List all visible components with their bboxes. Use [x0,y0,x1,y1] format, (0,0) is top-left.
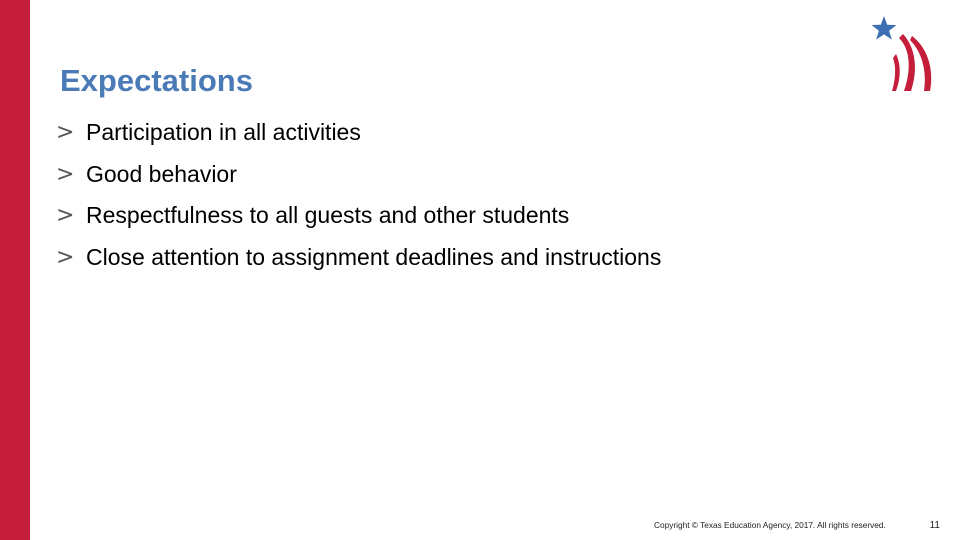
logo-swoosh-small [892,54,900,91]
bullet-list [56,112,661,278]
left-accent-bar [0,0,30,540]
bullet-marker: > [56,120,75,146]
slide-title: Expectations [60,63,253,98]
bullet-item [56,237,661,279]
bullet-marker: > [56,203,75,229]
logo-star [872,16,897,40]
bullet-item [56,195,661,237]
bullet-item [56,154,661,196]
bullet-item [56,112,661,154]
copyright-notice: Copyright © Texas Education Agency, 2017. All rights reserved. [654,520,886,530]
bullet-text: Good behavior [86,160,237,187]
slide-footer [654,518,940,532]
bullet-marker: > [56,244,75,270]
page-number: 11 [929,519,940,531]
bullet-text: Close attention to assignment deadlines and instructions [86,243,662,270]
star-swoosh-logo-icon [866,14,936,94]
bullet-marker: > [56,161,75,187]
bullet-text: Respectfulness to all guests and other students [86,202,570,229]
bullet-text: Participation in all activities [86,119,361,146]
